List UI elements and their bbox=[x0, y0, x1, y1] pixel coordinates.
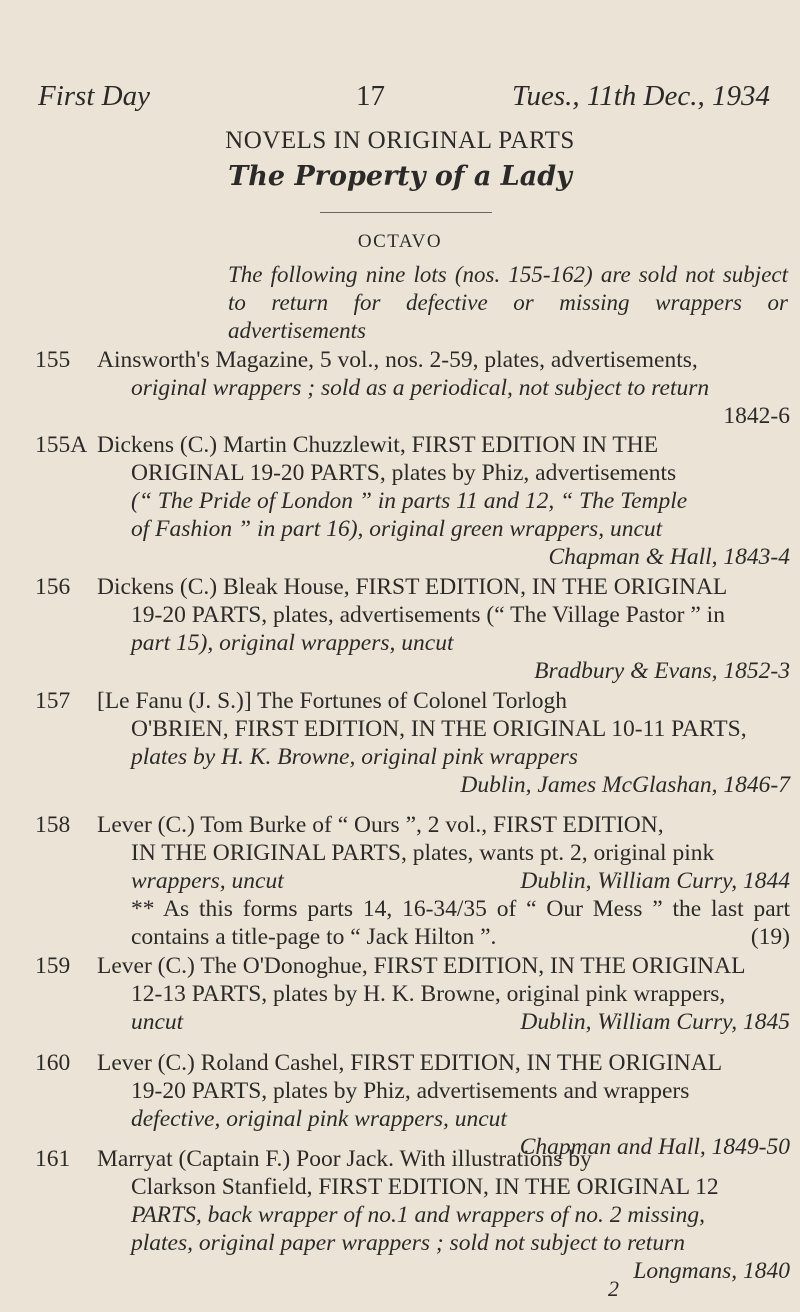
lot-number: 156 bbox=[35, 574, 71, 600]
lot-line: 12-13 PARTS, plates by H. K. Browne, original pink wrappers, bbox=[131, 981, 726, 1007]
lot-line: (“ The Pride of London ” in parts 11 and 12, “ The Temple bbox=[131, 488, 688, 514]
lot-description bbox=[97, 952, 790, 1036]
lot-footnote bbox=[97, 895, 790, 951]
lot-line: IN THE ORIGINAL PARTS, plates, wants pt. 2, original pink bbox=[131, 840, 715, 866]
lot-line: ORIGINAL 19-20 PARTS, plates by Phiz, advertisements bbox=[131, 460, 677, 486]
lot-description bbox=[97, 431, 790, 571]
lot-line: Lever (C.) The O'Donoghue, FIRST EDITION, IN THE ORIGINAL bbox=[97, 953, 746, 979]
lot-number: 155 bbox=[35, 347, 71, 373]
lot-publisher: Dublin, William Curry, 1844 bbox=[520, 868, 790, 894]
lot-footnote-text: ** As this forms parts 14, 16-34/35 of “ Our Mess ” the last part contains a title-page to “ Jack Hilton ”. bbox=[131, 896, 790, 950]
lot-line: 19-20 PARTS, plates by Phiz, advertisements and wrappers bbox=[131, 1078, 690, 1104]
header-page-number: 17 bbox=[356, 80, 385, 112]
lot-description bbox=[97, 1145, 790, 1285]
lot-publisher: Dublin, James McGlashan, 1846-7 bbox=[460, 772, 790, 798]
lot-line: Lever (C.) Tom Burke of “ Ours ”, 2 vol., FIRST EDITION, bbox=[97, 812, 664, 838]
lot-line: Dickens (C.) Bleak House, FIRST EDITION, IN THE ORIGINAL bbox=[97, 574, 728, 600]
lot-description bbox=[97, 573, 790, 685]
lot-line: Clarkson Stanfield, FIRST EDITION, IN THE ORIGINAL 12 bbox=[131, 1174, 719, 1200]
lot-description bbox=[97, 687, 790, 799]
lot-number: 159 bbox=[35, 953, 71, 979]
lot-line: part 15), original wrappers, uncut bbox=[131, 630, 454, 656]
title-divider bbox=[320, 212, 492, 213]
lot-line: defective, original pink wrappers, uncut bbox=[131, 1106, 507, 1132]
lot-line: O'BRIEN, FIRST EDITION, IN THE ORIGINAL 10-11 PARTS, bbox=[131, 716, 747, 742]
lot-line: Lever (C.) Roland Cashel, FIRST EDITION, IN THE ORIGINAL bbox=[97, 1050, 723, 1076]
lot-line bbox=[97, 1008, 790, 1036]
lot-publisher: Dublin, William Curry, 1845 bbox=[520, 1009, 790, 1035]
header-sale-date: Tues., 11th Dec., 1934 bbox=[511, 80, 770, 112]
intro-note: The following nine lots (nos. 155-162) are sold not subject to return for defective or missing wrappers or advertisements bbox=[228, 262, 788, 343]
catchword: 2 bbox=[608, 1276, 619, 1301]
lot-condition: wrappers, uncut bbox=[131, 868, 284, 894]
lot-line: [Le Fanu (J. S.)] The Fortunes of Colonel Torlogh bbox=[97, 688, 568, 714]
lot-number: 160 bbox=[35, 1050, 71, 1076]
lot-publisher: Chapman and Hall, 1849-50 bbox=[519, 1134, 790, 1160]
lot-description bbox=[97, 346, 790, 430]
header-sale-day: First Day bbox=[38, 80, 150, 112]
lot-line: original wrappers ; sold as a periodical, not subject to return bbox=[131, 375, 710, 401]
section-subtitle: The Property of a Lady bbox=[228, 161, 572, 192]
lot-publisher: Chapman & Hall, 1843-4 bbox=[548, 544, 790, 570]
lot-line: 19-20 PARTS, plates, advertisements (“ The Village Pastor ” in bbox=[131, 602, 725, 628]
lot-footnote-ref: (19) bbox=[750, 924, 790, 950]
lot-publisher: Bradbury & Evans, 1852-3 bbox=[534, 658, 790, 684]
lot-line: Marryat (Captain F.) Poor Jack. With illustrations by bbox=[97, 1146, 592, 1172]
lot-publisher: Longmans, 1840 bbox=[633, 1258, 790, 1284]
section-title: NOVELS IN ORIGINAL PARTS bbox=[225, 127, 575, 154]
lot-line bbox=[97, 867, 790, 895]
running-header bbox=[38, 80, 770, 120]
lot-line: Ainsworth's Magazine, 5 vol., nos. 2-59, plates, advertisements, bbox=[97, 347, 698, 373]
lot-line: Dickens (C.) Martin Chuzzlewit, FIRST EDITION IN THE bbox=[97, 432, 659, 458]
lot-line: of Fashion ” in part 16), original green wrappers, uncut bbox=[131, 516, 663, 542]
format-heading: OCTAVO bbox=[357, 231, 443, 252]
lot-number: 155A bbox=[35, 432, 88, 458]
lot-line: PARTS, back wrapper of no.1 and wrappers of no. 2 missing, bbox=[131, 1202, 706, 1228]
lot-number: 158 bbox=[35, 812, 71, 838]
lot-publisher: 1842-6 bbox=[723, 403, 790, 429]
lot-condition: uncut bbox=[131, 1009, 184, 1035]
lot-line: plates, original paper wrappers ; sold not subject to return bbox=[131, 1230, 685, 1256]
lot-line: plates by H. K. Browne, original pink wrappers bbox=[131, 744, 578, 770]
lot-number: 161 bbox=[35, 1146, 71, 1172]
lot-number: 157 bbox=[35, 688, 71, 714]
lot-description bbox=[97, 811, 790, 951]
